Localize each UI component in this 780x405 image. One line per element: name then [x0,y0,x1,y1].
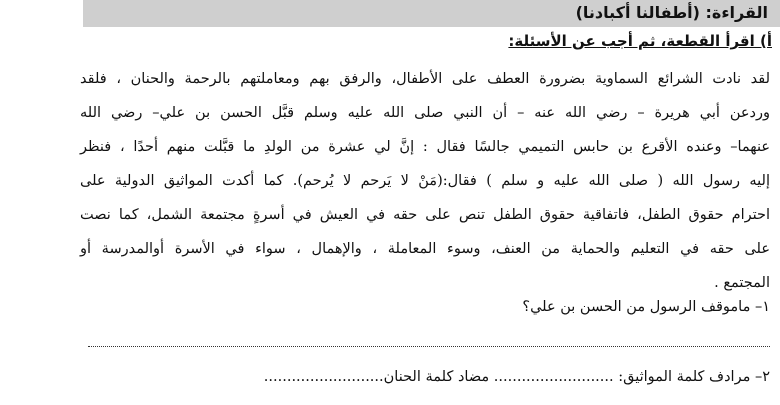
passage-line: إليه رسول الله ( صلى الله عليه و سلم ) فقال:(مَنْ لا يَرحم لا يُرحم). كما أكدت المواثيق الدولية على [80,173,770,189]
passage-line: المجتمع . [714,275,770,291]
passage-line: عنهما– وعنده الأقرع بن حابس التميمي جالسًا فقال : إنَّ لي عشرة من الولدِ ما قبَّلت منهم أحدًا ، فنظر [80,139,770,155]
passage-line: احترام حقوق الطفل، فاتفاقية حقوق الطفل تنص على حقه في العيش في أسرةٍ مجتمعة الشمل، كما نصت [80,207,770,223]
reading-passage [80,62,770,300]
answer-line-1[interactable] [88,346,770,347]
section-header [83,0,780,27]
passage-line: وردعن أبي هريرة – رضي الله عنه – أن النبي صلى الله عليه وسلم قبَّل الحسن بن علي– رضي الله [80,105,771,121]
question-2: ٢– مرادف كلمة المواثيق: .......................... مضاد كلمة الحنان.......................... [263,369,770,385]
passage-line: لقد نادت الشرائع السماوية بضرورة العطف على الأطفال، والرفق بهم ومعاملتهم بالرحمة والحنان ، فلقد [80,71,770,87]
question-1: ١– ماموقف الرسول من الحسن بن علي؟ [522,299,770,315]
instruction-heading: أ) اقرأ القطعة، ثم أجب عن الأسئلة: [508,32,772,50]
section-title: القراءة: (أطفالنا أكبادنا) [575,3,768,22]
passage-line: على حقه في التعليم والحماية من العنف، وسوء المعاملة ، والإهمال ، سواء في الأسرة أوالمدرسة أو [80,241,770,257]
